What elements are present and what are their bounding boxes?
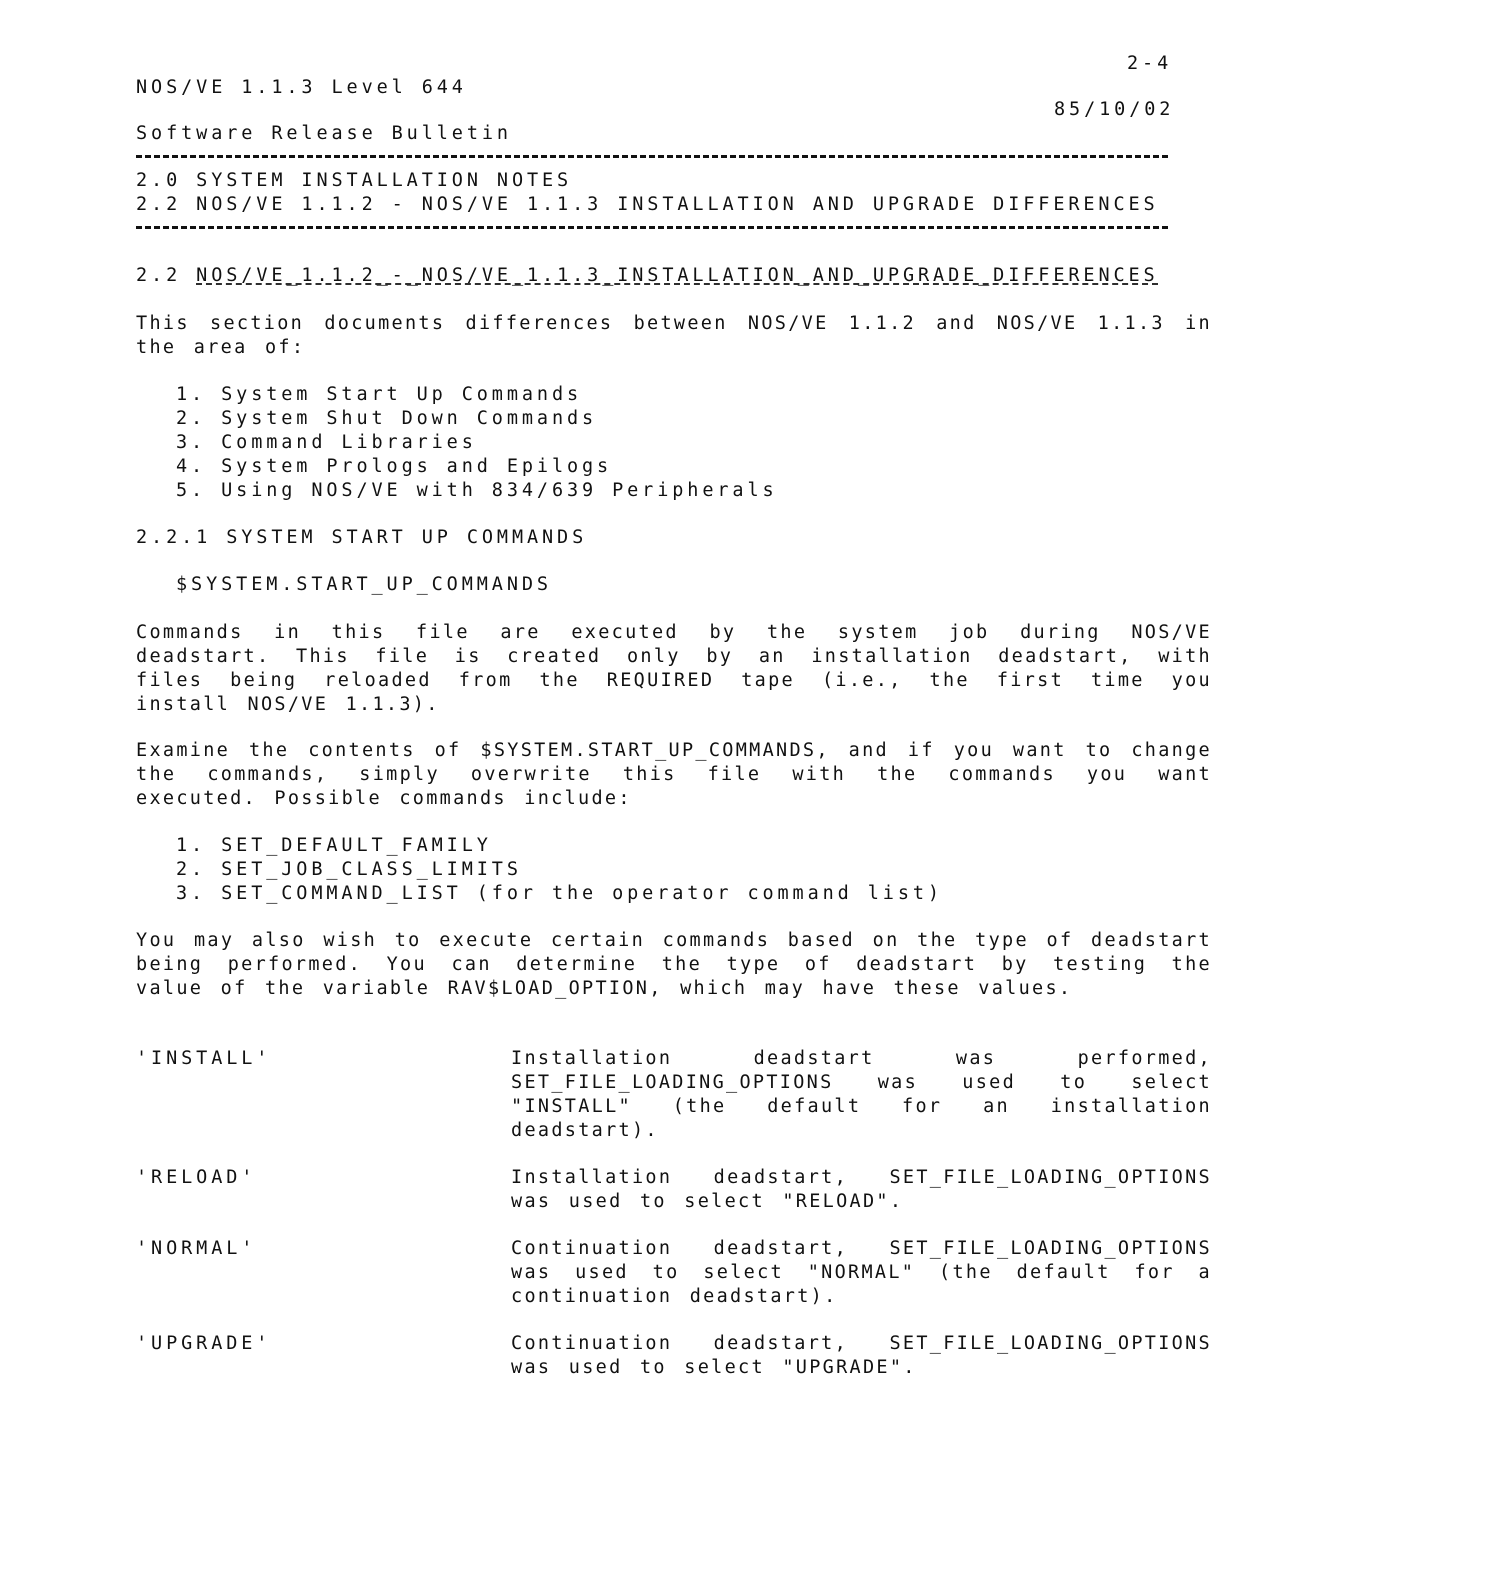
list-item: 1. System Start Up Commands [176, 384, 583, 405]
header-rule-bottom [136, 226, 1168, 229]
value-description: Installation deadstart, SET_FILE_LOADING_OPTIONS was used to select "RELOAD". [511, 1167, 1212, 1212]
document-date: 85/10/02 [1054, 99, 1175, 120]
file-name: $SYSTEM.START_UP_COMMANDS [176, 574, 552, 595]
list-item: 3. SET_COMMAND_LIST (for the operator command list) [176, 883, 943, 904]
product-line: NOS/VE 1.1.3 Level 644 [136, 77, 467, 98]
paragraph: You may also wish to execute certain commands based on the type of deadstart being performed. You can determine the type of deadstart by testing the value of the variable RAV$LOAD_OPTION, which may have these values. [136, 930, 1212, 999]
list-item: 1. SET_DEFAULT_FAMILY [176, 835, 492, 856]
list-item: 2. SET_JOB_CLASS_LIMITS [176, 859, 522, 880]
value-description: Continuation deadstart, SET_FILE_LOADING_OPTIONS was used to select "UPGRADE". [511, 1333, 1212, 1378]
list-item: 3. Command Libraries [176, 432, 477, 453]
value-description: Installation deadstart was performed, SET_FILE_LOADING_OPTIONS was used to select "INSTALL" (the default for an installation deadstart). [511, 1048, 1212, 1141]
header-rule-top [136, 155, 1168, 158]
section-heading [136, 264, 1159, 288]
value-term: 'NORMAL' [136, 1238, 257, 1259]
paragraph: Commands in this file are executed by the system job during NOS/VE deadstart. This file is created only by an installation deadstart, with files being reloaded from the REQUIRED tape (i.e., the first time you install NOS/VE 1.1.3). [136, 622, 1212, 715]
value-term: 'INSTALL' [136, 1048, 272, 1069]
page-number: 2-4 [1127, 53, 1173, 74]
list-item: 2. System Shut Down Commands [176, 408, 598, 429]
value-term: 'UPGRADE' [136, 1333, 272, 1354]
bulletin-title: Software Release Bulletin [136, 123, 512, 144]
value-term: 'RELOAD' [136, 1167, 257, 1188]
chapter-line: 2.0 SYSTEM INSTALLATION NOTES [136, 170, 573, 191]
list-item: 5. Using NOS/VE with 834/639 Peripherals [176, 480, 778, 501]
list-item: 4. System Prologs and Epilogs [176, 456, 613, 477]
section-intro: This section documents differences between NOS/VE 1.1.2 and NOS/VE 1.1.3 in the area of: [136, 313, 1212, 358]
value-description: Continuation deadstart, SET_FILE_LOADING_OPTIONS was used to select "NORMAL" (the default for a continuation deadstart). [511, 1238, 1212, 1307]
paragraph: Examine the contents of $SYSTEM.START_UP_COMMANDS, and if you want to change the commands, simply overwrite this file with the commands you want executed. Possible commands include: [136, 740, 1212, 809]
subsection-heading: 2.2.1 SYSTEM START UP COMMANDS [136, 527, 588, 548]
section-title: NOS/VE_1.1.2_-_NOS/VE_1.1.3_INSTALLATION_AND_UPGRADE_DIFFERENCES [196, 265, 1159, 286]
section-line: 2.2 NOS/VE 1.1.2 - NOS/VE 1.1.3 INSTALLATION AND UPGRADE DIFFERENCES [136, 194, 1159, 215]
section-number: 2.2 [136, 265, 182, 286]
